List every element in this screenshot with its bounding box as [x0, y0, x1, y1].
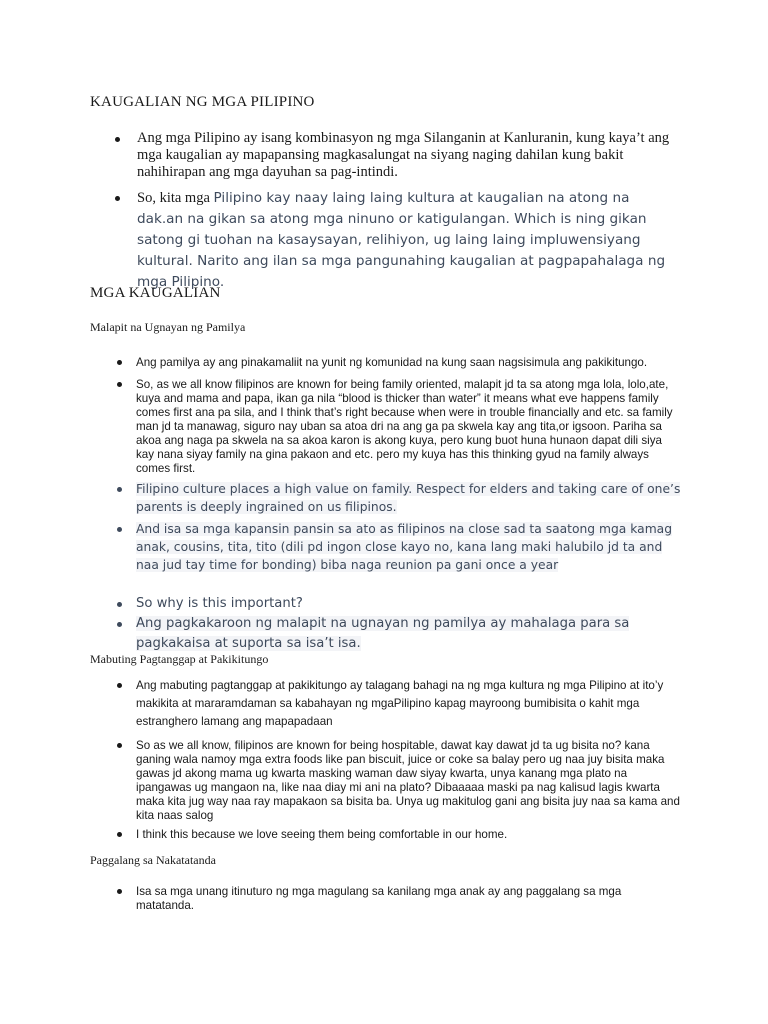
hospitality-item-1-text: Ang mabuting pagtanggap at pakikitungo ay talagang bahagi na ng mga kultura ng mga Pilipino at ito’y makikita at mararamdaman sa kabahayan ng mgaPilipino kapag mayroong bumibisita o kahit mga estranghero lamang ang mapapadaan	[136, 679, 664, 728]
family-list	[136, 356, 681, 654]
intro-item-2-text: Pilipino kay naay laing laing kultura at kaugalian na atong na dak.an na gikan sa atong mga ninuno or katigulangan. Which is ning gikan satong gi tuohan na kasaysayan, relihiyon, ug laing laing impluwensiyang kultural. Narito ang ilan sa mga pangunahing kaugalian at pagpapahalaga ng mga Pilipino.	[137, 190, 666, 290]
bullet-icon	[117, 832, 122, 837]
family-item-1	[136, 356, 681, 370]
respect-item-1-text: Isa sa mga unang itinuturo ng mga magulang sa kanilang mga anak ay ang paggalang sa mga matatanda.	[136, 885, 622, 912]
bullet-icon	[117, 382, 122, 387]
hospitality-item-1	[136, 677, 681, 731]
bullet-icon	[117, 622, 122, 627]
intro-item-1	[137, 130, 677, 186]
family-heading: Malapit na Ugnayan ng Pamilya	[90, 320, 246, 334]
hospitality-item-2	[136, 739, 681, 823]
family-item-5-text: So why is this important?	[136, 596, 303, 611]
bullet-icon	[117, 889, 122, 894]
family-item-3	[136, 480, 681, 516]
bullet-icon	[115, 137, 120, 142]
respect-item-1	[136, 885, 681, 913]
family-item-1-text: Ang pamilya ay ang pinakamaliit na yunit ng komunidad na kung saan nagsisimula ang pakikitungo.	[136, 356, 648, 369]
family-item-2-text: So, as we all know filipinos are known for being family oriented, malapit jd ta sa atong mga lola, lolo,ate, kuya and mama and papa, ikan ga nila “blood is thicker than water” it means what eve happens family comes first ana pa sila, and I think that’s right because when were in trouble financially and etc. sa family man jd ta manawag, siguro nay uban sa atoa dri na ang ga pa skwela kay ang tita,or igsoon. Pariha sa akoa ang naga pa skwela na sa akoa karon is akong kuya, pero kung buot huna hunaon dapat dili siya kay nana siyay family na gina pakaon and etc. pero my kuya has this thinking gyud na family always comes first.	[136, 378, 673, 475]
intro-item-2	[137, 188, 677, 293]
bullet-icon	[117, 360, 122, 365]
bullet-icon	[115, 196, 120, 201]
family-item-6	[136, 614, 681, 654]
bullet-icon	[117, 743, 122, 748]
hospitality-item-3-text: I think this because we love seeing them being comfortable in our home.	[136, 828, 508, 841]
bullet-icon	[117, 527, 122, 532]
document-title: KAUGALIAN NG MGA PILIPINO	[90, 94, 315, 110]
family-item-4	[136, 520, 681, 574]
hospitality-item-3	[136, 828, 681, 842]
respect-list	[136, 885, 681, 913]
respect-heading: Paggalang sa Nakatatanda	[90, 853, 216, 867]
family-item-6-text: Ang pagkakaroon ng malapit na ugnayan ng pamilya ay mahalaga para sa pagkakaisa at suporta sa isa’t isa.	[136, 616, 630, 651]
family-item-3-text: Filipino culture places a high value on family. Respect for elders and taking care of one’s parents is deeply ingrained on us filipinos.	[136, 482, 681, 514]
hospitality-item-2-text: So as we all know, filipinos are known for being hospitable, dawat kay dawat jd ta ug bisita no? kana ganing wala namoy mga extra foods like pan biscuit, juice or coke sa balay pero ug naa juy bisita maka gawas jd akong mama ug kwarta masking waman daw siyay kwarta, unya kanang mga plato na ipangawas ug mangaon na, like naa diay mi ani na plato? Dibaaaaa maski pa nag kalisud lagis kwarta maka kita jug way naa ray mapakaon sa bisita ba. Unya ug makitulog gani ang bisita juy naa sa kama and kita naas salog	[136, 739, 680, 822]
section-heading-mga-kaugalian: MGA KAUGALIAN	[90, 285, 221, 301]
intro-item-2-lead: So, kita mga	[137, 190, 214, 206]
family-item-5	[136, 594, 681, 614]
bullet-icon	[117, 487, 122, 492]
intro-item-1-text: Ang mga Pilipino ay isang kombinasyon ng mga Silanganin at Kanluranin, kung kaya’t ang mga kaugalian ay mapapansing magkasalungat na siyang naging dahilan kung bakit nahihirapan ang mga dayuhan sa pag-intindi.	[137, 130, 670, 180]
bullet-icon	[117, 602, 122, 607]
intro-list	[137, 130, 677, 293]
hospitality-heading: Mabuting Pagtanggap at Pakikitungo	[90, 652, 269, 666]
family-item-2	[136, 378, 681, 476]
hospitality-list	[136, 677, 681, 842]
family-item-4-text: And isa sa mga kapansin pansin sa ato as filipinos na close sad ta saatong mga kamag anak, cousins, tita, tito (dili pd ingon close kayo no, kana lang maki halubilo jd ta and naa jud tay time for bonding) biba naga reunion pa gani once a year	[136, 522, 673, 572]
bullet-icon	[117, 683, 122, 688]
